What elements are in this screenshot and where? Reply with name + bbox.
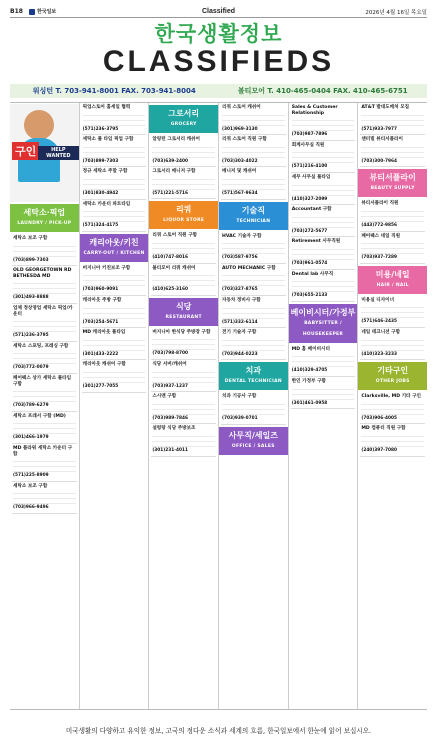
md-contact: 볼티모어 T. 410-465-0404 FAX. 410-465-6751 xyxy=(237,87,408,95)
list-item[interactable] xyxy=(82,360,147,392)
column-3 xyxy=(149,103,219,709)
ad-body xyxy=(83,207,146,223)
category-sublabel: OFFICE / SALES xyxy=(231,443,275,449)
list-item[interactable] xyxy=(151,392,216,424)
category-label: 기술직 xyxy=(241,205,265,215)
category-label: 그로서리 xyxy=(168,109,200,118)
ad-title: 자동차 정비사 구함 xyxy=(222,297,261,303)
ad-title: MD 홈 베이비시터 xyxy=(291,346,330,352)
list-item[interactable] xyxy=(151,167,216,199)
korean-title: 한국생활정보 xyxy=(154,22,283,46)
ad-phone: (301)466-1979 xyxy=(13,435,49,441)
ad-phone: (410)323-3233 xyxy=(361,351,397,357)
ad-phone: (571)324-4175 xyxy=(82,223,119,229)
ad-body xyxy=(13,387,76,403)
person-head-icon xyxy=(24,110,54,140)
ad-phone: (571)933-7977 xyxy=(361,126,397,132)
list-item[interactable] xyxy=(360,232,425,264)
ad-title: Dental lab 사무직 xyxy=(291,271,334,277)
ad-body xyxy=(292,352,355,368)
category-label: 뷰티서플라이 xyxy=(369,173,416,183)
ad-title: 회계사무실 직원 xyxy=(291,142,325,148)
masthead xyxy=(10,22,427,82)
ad-phone: (571)236-3795 xyxy=(82,126,119,132)
ad-phone: (703)899-7303 xyxy=(13,257,49,263)
ad-body xyxy=(361,432,424,448)
page-header xyxy=(10,6,427,18)
column-4 xyxy=(219,103,289,709)
category-label: 기타구인 xyxy=(377,366,409,376)
ad-title: MD 캐리아웃 풀타임 xyxy=(82,330,126,336)
ad-phone: (571)221-5716 xyxy=(152,190,188,196)
contact-bar xyxy=(10,84,427,98)
ad-phone: (410)327-2099 xyxy=(291,196,328,202)
ad-title: 뷰티서플라이 직원 xyxy=(361,201,399,207)
ad-phone: (571)225-8909 xyxy=(13,473,49,479)
list-item[interactable] xyxy=(360,424,425,456)
page-number: B18 xyxy=(10,8,23,15)
category-label: 식당 xyxy=(175,301,192,311)
ad-title: 알링턴 그로서리 캐쉬어 xyxy=(152,137,200,142)
ad-body xyxy=(222,271,285,287)
ad-phone: (703)989-7846 xyxy=(152,415,188,421)
list-item[interactable] xyxy=(360,328,425,360)
dc-contact: 워싱턴 T. 703-941-8001 FAX. 703-941-8004 xyxy=(32,87,196,95)
column-5 xyxy=(289,103,359,709)
list-item[interactable] xyxy=(291,345,356,377)
ad-body xyxy=(292,213,355,229)
ad-phone: (410)625-3160 xyxy=(152,287,188,293)
ad-phone: (301)277-7055 xyxy=(82,383,119,389)
ad-title: 픽업스토어 홈세일 협력 xyxy=(82,105,131,110)
ad-body xyxy=(83,368,146,384)
category-sublabel: CARRY-OUT / KITCHEN xyxy=(83,250,145,256)
ad-body xyxy=(152,368,215,384)
ad-body xyxy=(222,175,285,191)
ad-body xyxy=(361,336,424,352)
ad-phone: (301)969-3130 xyxy=(222,126,258,132)
ad-title: Accountant 구함 xyxy=(291,207,332,213)
column-2 xyxy=(80,103,150,709)
ad-body xyxy=(83,111,146,127)
category-sublabel: BEAUTY SUPPLY xyxy=(370,186,415,192)
category-sublabel: TECHNICIAN xyxy=(236,218,271,224)
ad-title: 세무 사무실 풀타임 xyxy=(291,174,331,180)
ad-phone: (703)798-8700 xyxy=(152,351,188,357)
ad-phone: (703)272-5677 xyxy=(291,228,328,234)
issue-date: 2026년 4월 16일 목요일 xyxy=(365,9,427,16)
list-item[interactable] xyxy=(221,232,286,264)
list-item[interactable] xyxy=(82,167,147,199)
ad-body xyxy=(292,116,355,132)
ad-phone: (301)433-2222 xyxy=(82,351,119,357)
list-item[interactable] xyxy=(221,135,286,167)
ad-body xyxy=(13,279,76,295)
column-1 xyxy=(10,103,80,709)
ad-phone: (703)899-7303 xyxy=(82,158,119,164)
section-title: Classified xyxy=(201,8,236,15)
category-sublabel: DENTAL TECHNICIAN xyxy=(224,379,282,385)
ad-phone: (301)461-0958 xyxy=(291,400,328,406)
ad-title: 볼티모어 리쿼 캐쉬어 xyxy=(152,265,196,271)
ad-body xyxy=(292,277,355,293)
category-office xyxy=(219,427,288,455)
ad-phone: (703)639-2400 xyxy=(152,158,188,164)
ad-title: AT&T 발대도매처 모집 xyxy=(361,105,410,110)
ad-body xyxy=(83,336,146,352)
list-item[interactable] xyxy=(12,444,77,482)
ad-title: 스시맨 구함 xyxy=(152,394,177,400)
ad-phone: (703)587-9756 xyxy=(222,255,258,261)
list-item[interactable] xyxy=(360,199,425,231)
ad-title: 전기 기술자 구함 xyxy=(222,330,257,336)
list-item[interactable] xyxy=(12,234,77,266)
ad-body xyxy=(222,304,285,320)
ad-title: 세탁소 보조 구함 xyxy=(13,483,48,489)
ad-title: 세탁소 스포팅, 프레싱 구함 xyxy=(13,343,69,349)
category-sublabel: HAIR / NAIL xyxy=(376,282,409,288)
ad-phone: (703)944-0223 xyxy=(222,351,258,357)
ad-phone: (703)300-7964 xyxy=(361,158,397,164)
list-item[interactable] xyxy=(82,296,147,328)
ad-body xyxy=(361,303,424,319)
list-item[interactable] xyxy=(82,264,147,296)
ad-body xyxy=(361,239,424,255)
help-wanted-illustration xyxy=(10,104,79,202)
ad-phone: (703)303-4022 xyxy=(222,158,258,164)
category-technician xyxy=(219,202,288,230)
ad-title: Retirement 사무직원 xyxy=(291,239,341,245)
category-label: 베이비시터/가정부 xyxy=(290,307,356,317)
ad-body xyxy=(83,271,146,287)
list-item[interactable] xyxy=(221,328,286,360)
category-label: 미용/네일 xyxy=(375,269,410,279)
ad-phone: (301)830-4942 xyxy=(82,190,119,196)
ad-body xyxy=(152,400,215,416)
ad-title: 캐리아웃 캐쉬어 구함 xyxy=(82,362,126,368)
category-restaurant xyxy=(149,298,218,326)
ad-phone: (571)646-2435 xyxy=(361,319,397,325)
ad-phone: (703)960-9091 xyxy=(82,287,119,293)
list-item[interactable] xyxy=(12,266,77,304)
ad-body xyxy=(152,432,215,448)
list-item[interactable] xyxy=(151,424,216,456)
ad-title: 세탁소 프레서 구함 (MD) xyxy=(13,413,66,419)
ad-title: 식당 서버/캐쉬어 xyxy=(152,361,187,367)
ad-phone: (240)397-7080 xyxy=(361,447,397,453)
ad-phone: (301)493-8888 xyxy=(13,295,49,301)
list-item[interactable] xyxy=(82,200,147,232)
help-wanted-badge: 구인 xyxy=(12,142,39,160)
list-item[interactable] xyxy=(12,342,77,374)
ad-body xyxy=(13,242,76,258)
list-item[interactable] xyxy=(82,328,147,360)
list-item[interactable] xyxy=(291,377,356,409)
list-item[interactable] xyxy=(151,231,216,263)
ad-title: 그로서리 매니저 구함 xyxy=(152,169,196,175)
list-item[interactable] xyxy=(12,304,77,342)
ad-body xyxy=(83,175,146,191)
category-babysitter xyxy=(289,304,358,343)
ad-title: MD 컴퓨터 직원 구함 xyxy=(361,426,406,432)
ad-title: 리쿼 스토어 직원 구함 xyxy=(222,137,267,143)
category-label: 리쿼 xyxy=(175,205,192,215)
ad-phone: (703)939-0701 xyxy=(222,415,258,421)
help-wanted-label: HELP WANTED xyxy=(38,146,79,160)
ad-title: 페어팩스 상가 세탁소 풀타임 구함 xyxy=(13,375,72,387)
ad-title: 네일 테크니션 구함 xyxy=(361,329,401,335)
ad-title: MD 플라워 세탁소 카운터 구함 xyxy=(13,445,73,457)
ad-title: 버지니아 키친보조 구함 xyxy=(82,265,131,271)
ad-phone: (571)216-4100 xyxy=(291,164,328,170)
ad-title: 세탁소 풀 타임 픽업 구함 xyxy=(82,137,134,143)
category-sublabel: OTHER JOBS xyxy=(375,379,410,385)
ad-body xyxy=(13,457,76,473)
ad-body xyxy=(83,143,146,159)
ad-phone: (703)254-5671 xyxy=(82,319,119,325)
ad-body xyxy=(13,349,76,365)
list-item[interactable] xyxy=(12,374,77,412)
ad-body xyxy=(152,271,215,287)
category-liquor xyxy=(149,201,218,229)
ad-body xyxy=(13,317,76,333)
ad-body xyxy=(222,143,285,159)
list-item[interactable] xyxy=(12,412,77,444)
ad-body xyxy=(361,143,424,159)
ad-title: HVAC 기술자 구함 xyxy=(222,233,262,239)
list-item[interactable] xyxy=(151,360,216,392)
ad-phone: (703)937-1237 xyxy=(152,383,188,389)
column-6 xyxy=(358,103,427,709)
ad-title: 미용실 디자이너 xyxy=(361,297,395,303)
ad-body xyxy=(152,175,215,191)
list-item[interactable] xyxy=(291,270,356,302)
ad-phone: (703)906-4005 xyxy=(361,415,397,421)
ad-title: 리쿼 스토어 캐쉬어 xyxy=(222,105,261,110)
ad-body xyxy=(13,489,76,505)
footer-slogan: 미국생활의 다양하고 유익한 정보, 고국의 정다운 소식과 세계의 흐름, 한국일보에서 한눈에 읽어 보십시오. xyxy=(65,727,372,735)
category-grocery xyxy=(149,105,218,133)
ad-title: 설렁탕 식당 주방보조 xyxy=(152,426,196,432)
ad-phone: (571)332-6114 xyxy=(222,319,258,325)
ad-title: Clarksville, MD 기타 구인 xyxy=(361,394,421,400)
list-item[interactable] xyxy=(151,328,216,360)
category-other-jobs xyxy=(358,362,427,390)
category-sublabel: BABYSITTER / HOUSEKEEPER xyxy=(302,320,344,337)
list-item[interactable] xyxy=(221,103,286,135)
category-carryout xyxy=(80,234,149,262)
list-item[interactable] xyxy=(221,296,286,328)
category-sublabel: LIQUOR STORE xyxy=(163,218,205,224)
ad-phone: (703)772-0079 xyxy=(13,365,49,371)
category-label: 세탁소·픽업 xyxy=(23,208,66,217)
list-item[interactable] xyxy=(360,103,425,135)
category-label: 사무직/세일즈 xyxy=(228,430,278,440)
ad-phone: (571)236-3795 xyxy=(13,333,49,339)
ad-title: 치과 기공사 구함 xyxy=(222,394,257,400)
ad-title: Sales & Customer Relationship xyxy=(291,105,338,116)
ad-body xyxy=(222,400,285,416)
ad-phone: (703)789-6279 xyxy=(13,403,49,409)
ad-body xyxy=(222,111,285,127)
ad-phone: (410)747-8016 xyxy=(152,254,188,260)
ad-phone: (703)327-8765 xyxy=(222,287,258,293)
ad-title: 센터빌 뷰티서플라이 xyxy=(361,137,403,143)
list-item[interactable] xyxy=(82,135,147,167)
english-title: CLASSIFIEDS xyxy=(102,45,335,78)
list-item[interactable] xyxy=(221,392,286,424)
list-item[interactable] xyxy=(291,237,356,269)
category-label: 캐리아웃/키친 xyxy=(89,237,139,247)
ad-title: 캐리아웃 주방 구함 xyxy=(82,297,122,303)
ad-phone: (301)231-4011 xyxy=(152,447,188,453)
list-item[interactable] xyxy=(360,135,425,167)
category-sublabel: LAUNDRY / PICK-UP xyxy=(17,221,72,226)
ad-phone: (703)655-2133 xyxy=(291,293,328,299)
list-item[interactable] xyxy=(221,167,286,199)
list-item[interactable] xyxy=(360,296,425,328)
category-beauty-supply xyxy=(358,169,427,197)
ad-body xyxy=(152,239,215,255)
ad-body xyxy=(13,419,76,435)
list-item[interactable] xyxy=(291,173,356,205)
ad-title: AUTO MECHANIC 구함 xyxy=(222,265,276,271)
category-label: 치과 xyxy=(245,366,262,376)
ad-body xyxy=(152,143,215,159)
list-item[interactable] xyxy=(12,482,77,514)
list-item[interactable] xyxy=(360,392,425,424)
ad-title: 페어팩스 네일 직원 xyxy=(361,233,401,239)
ad-title: 버지니아 한식당 주방장 구함 xyxy=(152,329,211,335)
ad-phone: (703)937-7289 xyxy=(361,255,397,261)
ad-title: 리쿼 스토어 직원 구함 xyxy=(152,233,198,239)
list-item[interactable] xyxy=(151,135,216,167)
ad-body xyxy=(222,336,285,352)
ad-body xyxy=(292,148,355,164)
ad-body xyxy=(361,400,424,416)
list-item[interactable] xyxy=(291,205,356,237)
list-item[interactable] xyxy=(291,103,356,141)
category-sublabel: RESTAURANT xyxy=(165,314,202,320)
ad-body xyxy=(361,207,424,223)
list-item[interactable] xyxy=(291,141,356,173)
ad-body xyxy=(292,245,355,261)
ad-phone: (410)329-4705 xyxy=(291,368,328,374)
ad-body xyxy=(292,385,355,401)
ad-phone: (703)961-0574 xyxy=(291,260,328,266)
ad-title: OLD GEORGETOWN RD BETHESDA MD xyxy=(13,268,72,279)
list-item[interactable] xyxy=(151,264,216,296)
ad-body xyxy=(361,111,424,127)
ad-body xyxy=(152,335,215,351)
ad-body xyxy=(222,239,285,255)
category-sublabel: GROCERY xyxy=(170,122,197,127)
ad-phone: (703)966-9496 xyxy=(13,505,49,511)
brand-name: 한국일보 xyxy=(36,9,57,15)
ad-body xyxy=(292,181,355,197)
ad-title: 세탁소 보조 구함 xyxy=(13,236,48,241)
category-dental xyxy=(219,362,288,390)
ad-phone: (571)567-9634 xyxy=(222,190,258,196)
ad-title: 정규 세탁소 주말 구함 xyxy=(82,169,128,175)
classified-grid xyxy=(10,102,427,710)
ad-phone: (443)772-9856 xyxy=(361,222,397,228)
ad-title: 업체 정상영업 세탁소 픽업/카운터 xyxy=(13,305,73,317)
list-item[interactable] xyxy=(82,103,147,135)
ad-title: 세탁소 카운터 파트타임 xyxy=(82,201,131,207)
list-item[interactable] xyxy=(221,264,286,296)
category-laundry xyxy=(10,204,79,232)
ad-title: 매니저 및 캐쉬어 xyxy=(222,169,257,175)
ad-phone: (703)987-7896 xyxy=(291,132,328,138)
ad-body xyxy=(83,304,146,320)
ad-title: 한인 가정부 구함 xyxy=(291,378,326,384)
category-hair-nail xyxy=(358,266,427,294)
